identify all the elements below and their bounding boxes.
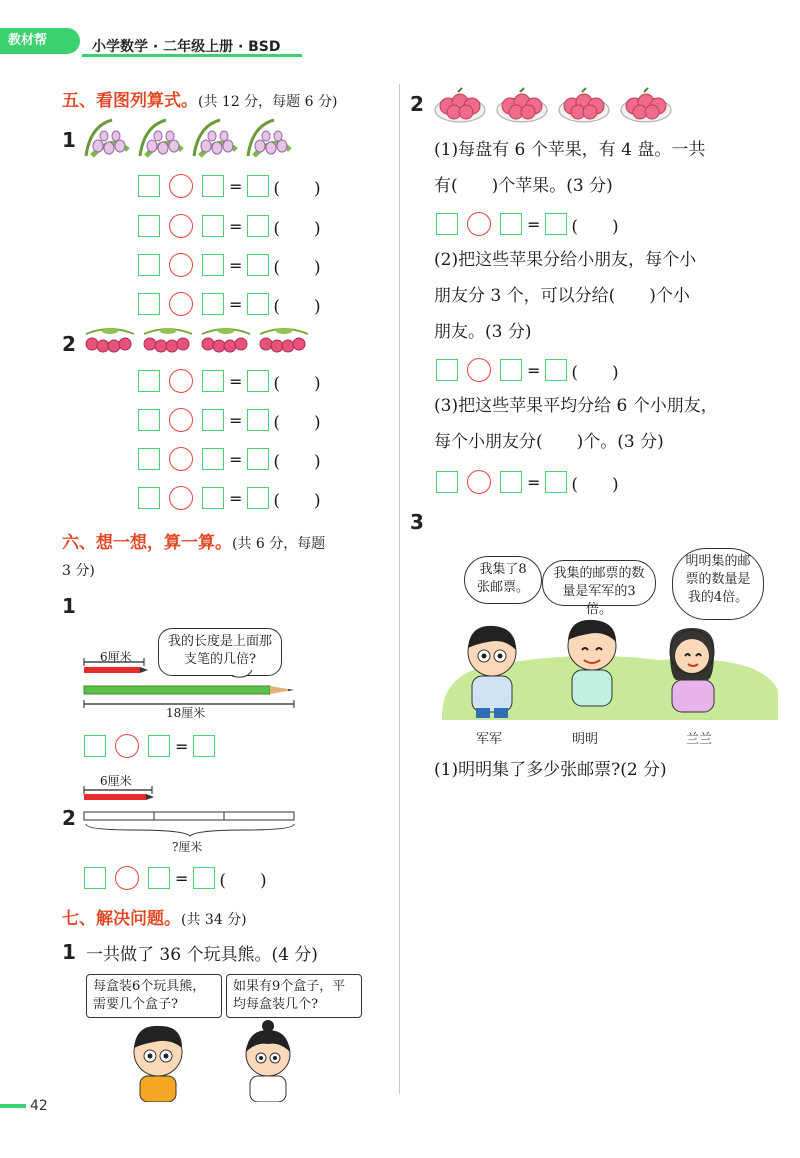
short-pencil-label: 6厘米 [100, 650, 132, 664]
equation-row [138, 408, 321, 432]
answer-box[interactable] [138, 215, 160, 237]
answer-box[interactable] [202, 175, 224, 197]
speech-bubble-mingming: 我集的邮票的数量是军军的3倍。 [542, 560, 656, 606]
equals-sign: = [527, 214, 541, 234]
equals-sign: = [175, 868, 189, 888]
operator-circle[interactable] [115, 734, 139, 758]
r-q3-p1: (1)明明集了多少张邮票?(2 分) [434, 760, 667, 780]
unit-parentheses[interactable]: ( ) [273, 490, 321, 511]
answer-box[interactable] [138, 293, 160, 315]
equation-row [138, 369, 321, 393]
answer-box[interactable] [202, 409, 224, 431]
section7-heading: 七、解决问题。 [62, 909, 181, 929]
unit-parentheses[interactable]: ( ) [571, 474, 619, 495]
equation-row [84, 866, 267, 890]
girl-icon [246, 1020, 290, 1102]
answer-box[interactable] [138, 370, 160, 392]
section5-score-note: (共 12 分，每题 6 分) [198, 94, 338, 110]
answer-box[interactable] [193, 735, 215, 757]
r-q2-p1-line1: (1)每盘有 6 个苹果，有 4 盘。一共 [434, 140, 706, 160]
s7-q1-text: 一共做了 36 个玩具熊。(4 分) [86, 945, 318, 965]
operator-circle[interactable] [169, 447, 193, 471]
child-name-junjun: 军军 [476, 732, 503, 747]
equals-sign: = [229, 488, 243, 508]
answer-box[interactable] [193, 867, 215, 889]
answer-box[interactable] [202, 293, 224, 315]
answer-box[interactable] [247, 293, 269, 315]
equation-row [138, 174, 321, 198]
answer-box[interactable] [247, 254, 269, 276]
section6-score-note: (共 6 分，每题 [232, 536, 326, 552]
long-pencil-label: 18厘米 [166, 706, 206, 720]
flower-group-icon [86, 120, 128, 156]
answer-box[interactable] [202, 487, 224, 509]
cherries-picture [84, 326, 312, 356]
operator-circle[interactable] [169, 214, 193, 238]
answer-box[interactable] [148, 735, 170, 757]
equals-sign: = [527, 360, 541, 380]
r-q2-p2-line1: (2)把这些苹果分给小朋友，每个小 [434, 250, 697, 270]
speech-bubble-left: 每盒装6个玩具熊，需要几个盒子? [86, 974, 222, 1018]
equals-sign: = [229, 410, 243, 430]
long-pencil [84, 686, 270, 694]
equals-sign: = [229, 176, 243, 196]
answer-box[interactable] [247, 409, 269, 431]
operator-circle[interactable] [169, 486, 193, 510]
operator-circle[interactable] [169, 253, 193, 277]
apple-plate-icon [435, 88, 485, 122]
operator-circle[interactable] [169, 292, 193, 316]
equation-row [138, 447, 321, 471]
section7-title [62, 904, 247, 929]
answer-box[interactable] [202, 215, 224, 237]
answer-box[interactable] [138, 448, 160, 470]
r-q2-p1-line2: 有( )个苹果。(3 分) [434, 176, 613, 196]
equation-row [138, 253, 321, 277]
answer-box[interactable] [138, 487, 160, 509]
r-q2-p2-line2: 朋友分 3 个，可以分给( )个小 [434, 286, 690, 306]
answer-box[interactable] [148, 867, 170, 889]
header-title: 小学数学 · 二年级上册 · BSD [92, 39, 281, 55]
operator-circle[interactable] [169, 408, 193, 432]
r-q2-p3-line1: (3)把这些苹果平均分给 6 个小朋友， [434, 396, 718, 416]
equation-row [138, 292, 321, 316]
equals-sign: = [175, 736, 189, 756]
s6-q1-number: 1 [62, 594, 76, 618]
unit-parentheses[interactable]: ( ) [273, 218, 321, 239]
answer-box[interactable] [545, 213, 567, 235]
unit-parentheses[interactable]: ( ) [571, 362, 619, 383]
operator-circle[interactable] [467, 470, 491, 494]
answer-box[interactable] [247, 487, 269, 509]
equals-sign: = [527, 472, 541, 492]
equals-sign: = [229, 294, 243, 314]
operator-circle[interactable] [169, 369, 193, 393]
segment-diagram [82, 786, 298, 826]
equation-row [436, 212, 619, 236]
speech-bubble-junjun: 我集了8张邮票。 [464, 556, 542, 604]
answer-box[interactable] [247, 370, 269, 392]
answer-box[interactable] [436, 471, 458, 493]
unit-parentheses[interactable]: ( ) [273, 373, 321, 394]
equation-row [138, 214, 321, 238]
equation-row [436, 358, 619, 382]
equals-sign: = [229, 255, 243, 275]
equals-sign: = [229, 216, 243, 236]
junjun-icon [468, 626, 516, 718]
apple-plates-picture [434, 84, 674, 124]
unknown-length-label: ?厘米 [172, 840, 203, 854]
answer-box[interactable] [500, 471, 522, 493]
section6-heading: 六、想一想，算一算。 [62, 533, 232, 553]
three-children-illustration [448, 616, 768, 726]
operator-circle[interactable] [467, 212, 491, 236]
lily-flowers-picture [82, 116, 298, 158]
s6-q2-number: 2 [62, 806, 76, 830]
answer-box[interactable] [202, 254, 224, 276]
children-illustration [126, 1018, 306, 1102]
equation-row [436, 470, 619, 494]
mingming-icon [568, 620, 616, 706]
page-number-bar [0, 1104, 26, 1108]
child-name-mingming: 明明 [572, 732, 599, 747]
answer-box[interactable] [84, 867, 106, 889]
answer-box[interactable] [545, 471, 567, 493]
answer-box[interactable] [500, 359, 522, 381]
equals-sign: = [229, 371, 243, 391]
equation-row [84, 734, 215, 758]
answer-box[interactable] [436, 213, 458, 235]
column-divider [399, 84, 400, 1094]
equation-row [138, 486, 321, 510]
unit-parentheses[interactable]: ( ) [273, 178, 321, 199]
section6-title [62, 528, 392, 553]
unit-parentheses[interactable]: ( ) [273, 412, 321, 433]
speech-bubble: 我的长度是上面那支笔的几倍? [158, 628, 282, 676]
answer-box[interactable] [84, 735, 106, 757]
section6-score-note-2: 3 分) [62, 563, 95, 579]
unit-parentheses[interactable]: ( ) [273, 296, 321, 317]
answer-box[interactable] [138, 254, 160, 276]
answer-box[interactable] [138, 175, 160, 197]
r-q2-p3-line2: 每个小朋友分( )个。(3 分) [434, 432, 664, 452]
short-pencil [84, 794, 146, 800]
speech-bubble-right: 如果有9个盒子，平均每盒装几个? [226, 974, 362, 1018]
r-q2-number: 2 [410, 92, 424, 116]
section5-heading: 五、看图列算式。 [62, 91, 198, 111]
boy-icon [134, 1026, 182, 1102]
answer-box[interactable] [545, 359, 567, 381]
s5-q2-number: 2 [62, 332, 76, 356]
child-name-lanlan: 兰兰 [686, 732, 713, 747]
cherry-bunch-icon [86, 328, 134, 352]
unit-parentheses[interactable]: ( ) [273, 257, 321, 278]
brand-badge: 教材帮 [0, 28, 80, 54]
equals-sign: = [229, 449, 243, 469]
answer-box[interactable] [500, 213, 522, 235]
answer-box[interactable] [247, 215, 269, 237]
long-bar [84, 812, 294, 820]
s5-q1-number: 1 [62, 128, 76, 152]
page-number: 42 [30, 1098, 48, 1114]
brace-icon [84, 822, 296, 838]
short-pencil [84, 667, 140, 673]
operator-circle[interactable] [169, 174, 193, 198]
answer-box[interactable] [436, 359, 458, 381]
s7-q1-number: 1 [62, 940, 76, 964]
r-q2-p2-line3: 朋友。(3 分) [434, 322, 532, 342]
operator-circle[interactable] [467, 358, 491, 382]
lanlan-icon [670, 628, 714, 712]
answer-box[interactable] [247, 448, 269, 470]
answer-box[interactable] [247, 175, 269, 197]
answer-box[interactable] [138, 409, 160, 431]
answer-box[interactable] [202, 448, 224, 470]
unit-parentheses[interactable]: ( ) [219, 870, 267, 891]
section7-score-note: (共 34 分) [181, 912, 247, 928]
r-q3-number: 3 [410, 510, 424, 534]
unit-parentheses[interactable]: ( ) [571, 216, 619, 237]
section5-title [62, 86, 337, 111]
speech-bubble-lanlan: 明明集的邮票的数量是我的4倍。 [672, 548, 764, 620]
short-pencil-label: 6厘米 [100, 774, 132, 788]
operator-circle[interactable] [115, 866, 139, 890]
answer-box[interactable] [202, 370, 224, 392]
unit-parentheses[interactable]: ( ) [273, 451, 321, 472]
